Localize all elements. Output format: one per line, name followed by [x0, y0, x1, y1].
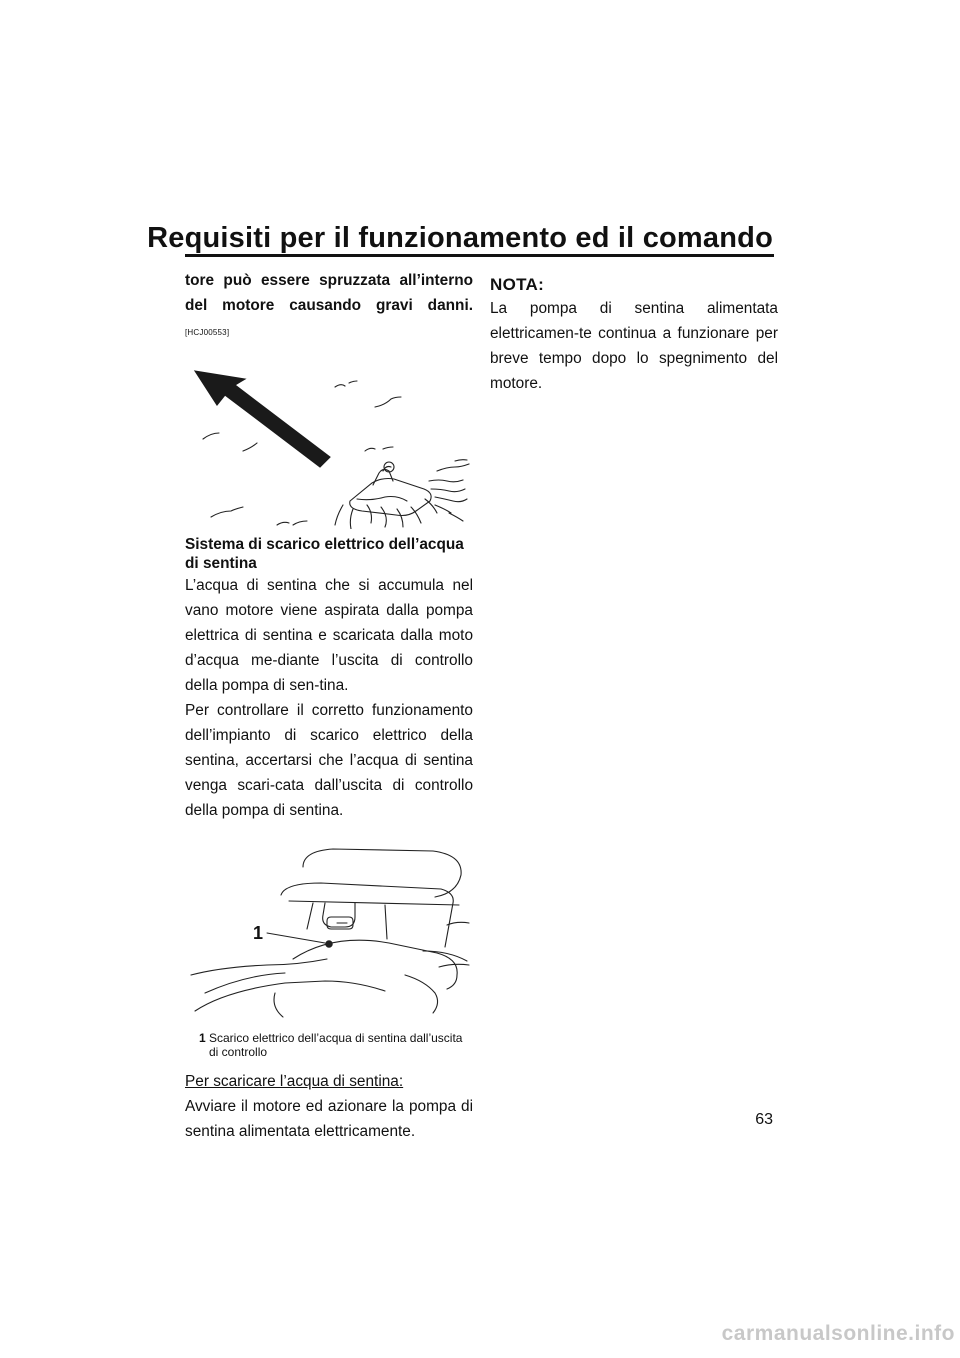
figure-callout-1: 1: [253, 923, 264, 943]
nota-heading: NOTA:: [490, 275, 545, 294]
section-heading: Sistema di scarico elettrico dell’acqua di sentina: [185, 536, 464, 572]
figure-caption: [199, 1031, 473, 1059]
caption-text: Scarico elettrico dell’acqua di sentina dall’uscita di controllo: [209, 1031, 463, 1059]
watermark: carmanualsonline.info: [721, 1322, 955, 1345]
warning-code: [HCJ00553]: [185, 328, 230, 337]
paragraph-instructions: Avviare il motore ed azionare la pompa di sentina alimentata elettricamente.: [185, 1098, 473, 1140]
bilge-outlet-illustration: [185, 843, 473, 1023]
sub-heading: Per scaricare l’acqua di sentina:: [185, 1073, 404, 1090]
caption-number: 1: [199, 1031, 206, 1045]
header-rule: [185, 254, 774, 257]
left-column: [185, 268, 473, 1144]
nota-text: La pompa di sentina alimentata elettricamen-te continua a funzionare per breve tempo dopo lo spegnimento del motore.: [490, 300, 778, 392]
right-column: [490, 268, 778, 396]
page-title: Requisiti per il funzionamento ed il comando: [147, 222, 773, 254]
paragraph-description: L’acqua di sentina che si accumula nel vano motore viene aspirata dalla pompa elettrica di sentina e scaricata dalla moto d’acqua me-diante l’uscita di controllo della pompa di sen-tina.: [185, 577, 473, 694]
warning-text: [185, 268, 473, 345]
page-number: 63: [755, 1111, 773, 1128]
direction-arrow: [195, 371, 330, 467]
paragraph-check: Per controllare il corretto funzionamento dell’impianto di scarico elettrico della sentina, accertarsi che l’acqua di sentina venga scari-cata dall’uscita di controllo della pompa di sentina.: [185, 702, 473, 819]
watercraft-wake-illustration: [185, 349, 473, 529]
warning-end-text: tore può essere spruzzata all’interno del motore causando gravi danni.: [185, 272, 473, 314]
